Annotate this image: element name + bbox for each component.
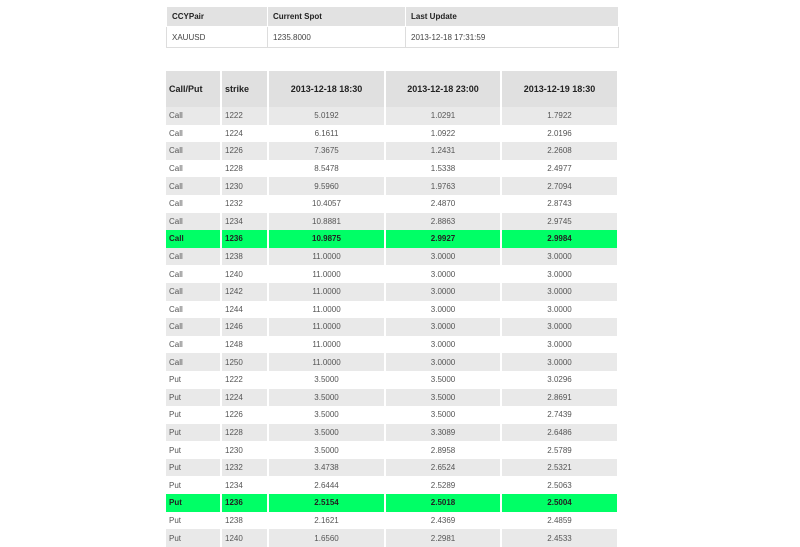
price-cell-expiry-1: 11.0000: [268, 301, 385, 319]
table-row: [166, 406, 618, 424]
price-cell-expiry-1: 10.4057: [268, 195, 385, 213]
price-cell-expiry-3: 2.8691: [501, 389, 618, 407]
price-cell-expiry-3: 2.8743: [501, 195, 618, 213]
header-last-update: Last Update: [406, 7, 619, 27]
strike-cell: 1240: [221, 529, 268, 547]
price-cell-expiry-1: 3.5000: [268, 389, 385, 407]
table-row: [166, 283, 618, 301]
call-put-cell: Call: [166, 301, 221, 319]
current-spot-value: 1235.8000: [268, 27, 406, 48]
strike-cell: 1242: [221, 283, 268, 301]
price-cell-expiry-2: 2.2981: [385, 529, 501, 547]
table-row: [166, 529, 618, 547]
strike-cell: 1238: [221, 512, 268, 530]
table-row: [166, 512, 618, 530]
table-row: [166, 459, 618, 477]
price-cell-expiry-3: 2.5321: [501, 459, 618, 477]
call-put-cell: Put: [166, 459, 221, 477]
price-cell-expiry-2: 2.5289: [385, 476, 501, 494]
strike-cell: 1234: [221, 476, 268, 494]
price-cell-expiry-2: 3.0000: [385, 283, 501, 301]
strike-cell: 1248: [221, 336, 268, 354]
price-cell-expiry-3: 2.4533: [501, 529, 618, 547]
price-cell-expiry-3: 2.9984: [501, 230, 618, 248]
strike-cell: 1228: [221, 424, 268, 442]
price-cell-expiry-3: 2.0196: [501, 125, 618, 143]
price-cell-expiry-1: 11.0000: [268, 353, 385, 371]
strike-cell: 1226: [221, 406, 268, 424]
price-cell-expiry-2: 2.8958: [385, 441, 501, 459]
price-cell-expiry-2: 2.9927: [385, 230, 501, 248]
table-row: [166, 353, 618, 371]
table-row: [166, 195, 618, 213]
call-put-cell: Put: [166, 441, 221, 459]
price-cell-expiry-1: 2.1621: [268, 512, 385, 530]
price-cell-expiry-3: 3.0000: [501, 265, 618, 283]
call-put-cell: Put: [166, 389, 221, 407]
price-cell-expiry-2: 1.5338: [385, 160, 501, 178]
price-cell-expiry-1: 5.0192: [268, 107, 385, 125]
call-put-cell: Put: [166, 494, 221, 512]
strike-cell: 1250: [221, 353, 268, 371]
price-cell-expiry-1: 11.0000: [268, 283, 385, 301]
strike-cell: 1230: [221, 177, 268, 195]
table-row: [166, 213, 618, 231]
strike-cell: 1224: [221, 389, 268, 407]
header-expiry-2: 2013-12-18 23:00: [385, 71, 501, 107]
strike-cell: 1240: [221, 265, 268, 283]
call-put-cell: Call: [166, 125, 221, 143]
call-put-cell: Put: [166, 424, 221, 442]
price-cell-expiry-1: 10.9875: [268, 230, 385, 248]
table-row: [166, 142, 618, 160]
table-row: [166, 301, 618, 319]
spot-info-row: [167, 27, 619, 48]
header-current-spot: Current Spot: [268, 7, 406, 27]
price-cell-expiry-2: 1.0291: [385, 107, 501, 125]
prices-header-row: [166, 71, 618, 107]
call-put-cell: Put: [166, 371, 221, 389]
strike-cell: 1224: [221, 125, 268, 143]
price-cell-expiry-2: 2.5018: [385, 494, 501, 512]
price-cell-expiry-3: 2.4977: [501, 160, 618, 178]
spot-info-header-row: [167, 7, 619, 27]
table-row: [166, 318, 618, 336]
strike-cell: 1232: [221, 459, 268, 477]
call-put-cell: Put: [166, 512, 221, 530]
call-put-cell: Call: [166, 213, 221, 231]
price-cell-expiry-3: 2.5789: [501, 441, 618, 459]
price-cell-expiry-2: 3.0000: [385, 248, 501, 266]
table-row: [166, 389, 618, 407]
strike-cell: 1236: [221, 494, 268, 512]
table-row: [166, 248, 618, 266]
strike-cell: 1222: [221, 371, 268, 389]
price-cell-expiry-3: 2.6486: [501, 424, 618, 442]
price-cell-expiry-3: 2.2608: [501, 142, 618, 160]
ccypair-value: XAUUSD: [167, 27, 268, 48]
call-put-cell: Put: [166, 529, 221, 547]
price-cell-expiry-1: 8.5478: [268, 160, 385, 178]
price-cell-expiry-2: 3.0000: [385, 301, 501, 319]
table-row: [166, 125, 618, 143]
price-cell-expiry-1: 11.0000: [268, 318, 385, 336]
price-cell-expiry-2: 1.2431: [385, 142, 501, 160]
price-cell-expiry-1: 3.5000: [268, 406, 385, 424]
table-row: [166, 265, 618, 283]
call-put-cell: Call: [166, 160, 221, 178]
prices-body: [166, 107, 618, 547]
call-put-cell: Call: [166, 336, 221, 354]
price-cell-expiry-3: 2.4859: [501, 512, 618, 530]
price-cell-expiry-1: 11.0000: [268, 336, 385, 354]
call-put-cell: Call: [166, 265, 221, 283]
call-put-cell: Call: [166, 283, 221, 301]
call-put-cell: Put: [166, 476, 221, 494]
header-call-put: Call/Put: [166, 71, 221, 107]
price-cell-expiry-3: 1.7922: [501, 107, 618, 125]
strike-cell: 1228: [221, 160, 268, 178]
price-cell-expiry-1: 3.5000: [268, 371, 385, 389]
price-cell-expiry-2: 1.9763: [385, 177, 501, 195]
call-put-cell: Call: [166, 107, 221, 125]
strike-cell: 1234: [221, 213, 268, 231]
price-cell-expiry-2: 3.0000: [385, 336, 501, 354]
strike-cell: 1236: [221, 230, 268, 248]
price-cell-expiry-1: 11.0000: [268, 265, 385, 283]
price-cell-expiry-2: 2.6524: [385, 459, 501, 477]
price-cell-expiry-2: 2.4369: [385, 512, 501, 530]
price-cell-expiry-3: 3.0000: [501, 301, 618, 319]
price-cell-expiry-2: 3.5000: [385, 389, 501, 407]
last-update-value: 2013-12-18 17:31:59: [406, 27, 619, 48]
strike-cell: 1238: [221, 248, 268, 266]
call-put-cell: Call: [166, 177, 221, 195]
header-ccypair: CCYPair: [167, 7, 268, 27]
price-cell-expiry-1: 3.4738: [268, 459, 385, 477]
price-cell-expiry-1: 9.5960: [268, 177, 385, 195]
table-row: [166, 424, 618, 442]
call-put-cell: Call: [166, 318, 221, 336]
price-cell-expiry-3: 2.7439: [501, 406, 618, 424]
table-row: [166, 476, 618, 494]
price-cell-expiry-3: 3.0296: [501, 371, 618, 389]
call-put-cell: Call: [166, 230, 221, 248]
price-cell-expiry-2: 3.0000: [385, 318, 501, 336]
price-cell-expiry-2: 3.5000: [385, 371, 501, 389]
table-row-highlighted: [166, 494, 618, 512]
call-put-cell: Call: [166, 195, 221, 213]
strike-cell: 1226: [221, 142, 268, 160]
price-cell-expiry-3: 3.0000: [501, 318, 618, 336]
table-row: [166, 177, 618, 195]
strike-cell: 1244: [221, 301, 268, 319]
spot-info-table: [166, 6, 619, 48]
call-put-cell: Put: [166, 406, 221, 424]
price-cell-expiry-3: 2.7094: [501, 177, 618, 195]
call-put-cell: Call: [166, 248, 221, 266]
price-cell-expiry-1: 2.6444: [268, 476, 385, 494]
option-prices-table: [166, 71, 619, 547]
price-cell-expiry-1: 2.5154: [268, 494, 385, 512]
price-cell-expiry-3: 2.5063: [501, 476, 618, 494]
price-cell-expiry-2: 3.0000: [385, 265, 501, 283]
table-row: [166, 160, 618, 178]
table-row: [166, 371, 618, 389]
price-cell-expiry-3: 3.0000: [501, 336, 618, 354]
price-cell-expiry-1: 1.6560: [268, 529, 385, 547]
strike-cell: 1246: [221, 318, 268, 336]
price-cell-expiry-1: 7.3675: [268, 142, 385, 160]
price-cell-expiry-3: 2.5004: [501, 494, 618, 512]
price-cell-expiry-2: 2.4870: [385, 195, 501, 213]
strike-cell: 1222: [221, 107, 268, 125]
price-cell-expiry-3: 2.9745: [501, 213, 618, 231]
price-cell-expiry-2: 1.0922: [385, 125, 501, 143]
price-cell-expiry-1: 10.8881: [268, 213, 385, 231]
price-cell-expiry-3: 3.0000: [501, 283, 618, 301]
price-cell-expiry-1: 6.1611: [268, 125, 385, 143]
table-row: [166, 107, 618, 125]
strike-cell: 1232: [221, 195, 268, 213]
price-cell-expiry-3: 3.0000: [501, 248, 618, 266]
header-strike: strike: [221, 71, 268, 107]
price-cell-expiry-3: 3.0000: [501, 353, 618, 371]
header-expiry-3: 2013-12-19 18:30: [501, 71, 618, 107]
strike-cell: 1230: [221, 441, 268, 459]
price-cell-expiry-2: 3.5000: [385, 406, 501, 424]
call-put-cell: Call: [166, 142, 221, 160]
price-cell-expiry-2: 3.0000: [385, 353, 501, 371]
price-cell-expiry-2: 2.8863: [385, 213, 501, 231]
table-row-highlighted: [166, 230, 618, 248]
price-cell-expiry-1: 3.5000: [268, 441, 385, 459]
price-cell-expiry-1: 3.5000: [268, 424, 385, 442]
content: [166, 6, 618, 547]
header-expiry-1: 2013-12-18 18:30: [268, 71, 385, 107]
call-put-cell: Call: [166, 353, 221, 371]
table-row: [166, 441, 618, 459]
table-row: [166, 336, 618, 354]
price-cell-expiry-1: 11.0000: [268, 248, 385, 266]
price-cell-expiry-2: 3.3089: [385, 424, 501, 442]
